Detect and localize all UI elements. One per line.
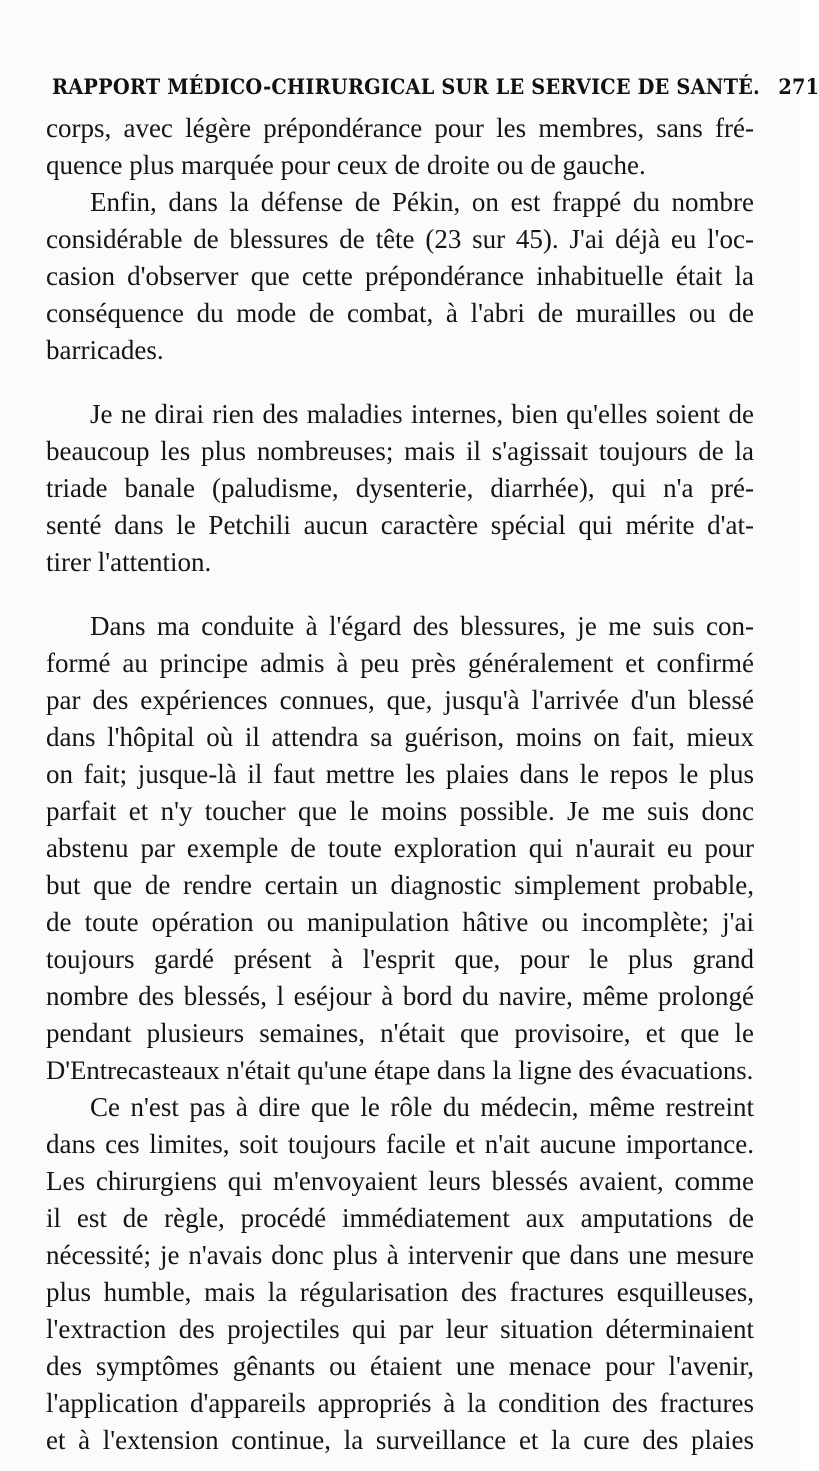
text-line: on fait; jusque-là il faut mettre les plaies dans le repos le plus [46,759,754,789]
text-line: Dans ma conduite à l'égard des blessures, je me suis con- [90,611,754,641]
text-line: conséquence du mode de combat, à l'abri de murailles ou de [46,298,754,328]
text-line: l'application d'appareils appropriés à la condition des fractures [46,1388,754,1418]
text-line: considérable de blessures de tête (23 sur 45). J'ai déjà eu l'oc- [46,224,754,254]
text-line: et à l'extension continue, la surveillance et la cure des plaies [46,1425,754,1455]
running-header [52,66,819,106]
text-line: abstenu par exemple de toute exploration qui n'aurait eu pour [46,833,754,863]
text-line: nombre des blessés, l eséjour à bord du navire, même prolongé [46,981,754,1011]
text-line: Je ne dirai rien des maladies internes, bien qu'elles soient de [90,399,754,429]
text-line: triade banale (paludisme, dysenterie, diarrhée), qui n'a pré- [46,473,754,503]
text-line: l'extraction des projectiles qui par leur situation déterminaient [46,1314,754,1344]
text-line: formé au principe admis à peu près généralement et confirmé [46,648,754,678]
text-line: beaucoup les plus nombreuses; mais il s'agissait toujours de la [46,436,754,466]
text-line: nécessité; je n'avais donc plus à intervenir que dans une mesure [46,1240,754,1270]
text-line: plus humble, mais la régularisation des fractures esquilleuses, [46,1277,754,1307]
text-line: pendant plusieurs semaines, n'était que provisoire, et que le [46,1018,754,1048]
text-line: dans ces limites, soit toujours facile et n'ait aucune importance. [46,1129,754,1159]
text-line: Enfin, dans la défense de Pékin, on est frappé du nombre [90,187,754,217]
paragraph [46,608,754,1089]
paragraph-gap [46,369,754,396]
paragraph [46,184,754,369]
paragraph [46,396,754,581]
text-line: toujours gardé présent à l'esprit que, pour le plus grand [46,944,754,974]
paragraph [46,110,754,184]
paragraph-gap [46,581,754,608]
text-line: corps, avec légère prépondérance pour les membres, sans fré- [46,113,754,143]
text-line: dans l'hôpital où il attendra sa guérison, moins on fait, mieux [46,722,754,752]
text-line: quence plus marquée pour ceux de droite ou de gauche. [46,150,646,180]
text-line: Ce n'est pas à dire que le rôle du médecin, même restreint [90,1092,754,1122]
page-number: 271 [778,73,819,99]
text-line: par des expériences connues, que, jusqu'à l'arrivée d'un blessé [46,685,754,715]
text-line: tirer l'attention. [46,547,212,577]
text-line: des symptômes gênants ou étaient une menace pour l'avenir, [46,1351,754,1381]
running-header-title: RAPPORT MÉDICO-CHIRURGICAL SUR LE SERVICE DE SANTÉ. [52,73,760,99]
text-line: Les chirurgiens qui m'envoyaient leurs blessés avaient, comme [46,1166,754,1196]
text-line: D'Entrecasteaux n'était qu'une étape dans la ligne des évacuations. [46,1055,754,1085]
text-line: parfait et n'y toucher que le moins possible. Je me suis donc [46,796,754,826]
text-line: casion d'observer que cette prépondérance inhabituelle était la [46,261,754,291]
text-line: de toute opération ou manipulation hâtive ou incomplète; j'ai [46,907,754,937]
text-line: barricades. [46,335,164,365]
text-line: but que de rendre certain un diagnostic simplement probable, [46,870,754,900]
paragraph [46,1089,754,1459]
text-line: senté dans le Petchili aucun caractère spécial qui mérite d'at- [46,510,754,540]
text-line: il est de règle, procédé immédiatement aux amputations de [46,1203,754,1233]
page-body [46,110,754,1459]
